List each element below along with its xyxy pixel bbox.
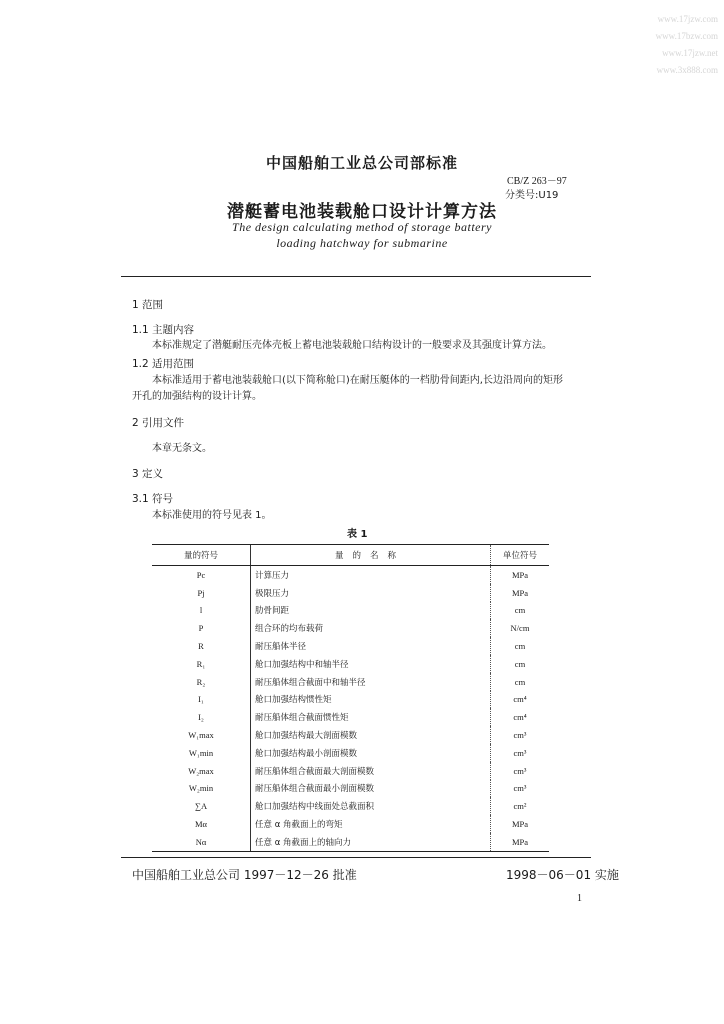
section-3-heading: 3 定义 — [132, 468, 164, 480]
page-number: 1 — [577, 893, 582, 904]
symbol-cell: Mα — [194, 819, 207, 830]
table-row — [152, 602, 549, 620]
footer-divider — [121, 857, 591, 858]
effective-date-line: 1998－06－01 实施 — [506, 868, 619, 882]
quantity-name-cell: 耐压船体组合截面最大剖面模数 — [251, 762, 491, 780]
table-row — [152, 815, 549, 833]
symbol-cell: W₁min — [188, 747, 214, 758]
quantity-name-cell: 舱口加强结构中线面处总截面积 — [251, 797, 491, 815]
classification-number: 分类号:U19 — [505, 190, 559, 201]
column-header-name: 量的名称 — [251, 545, 491, 566]
quantity-name-cell: 耐压船体组合截面惯性矩 — [251, 708, 491, 726]
standard-number: CB/Z 263－97 — [507, 176, 567, 187]
document-title-cn: 潜艇蓄电池装载舱口设计计算方法 — [227, 202, 497, 222]
table-row — [152, 797, 549, 815]
quantity-name-cell: 耐压船体半径 — [251, 637, 491, 655]
watermark-line: www.3x888.com — [656, 65, 718, 75]
header-divider — [121, 276, 591, 277]
symbol-cell: W₂max — [188, 765, 214, 776]
section-3-1-heading: 3.1 符号 — [132, 493, 174, 505]
watermark-line: www.17jzw.com — [657, 14, 718, 24]
unit-cell: N/cm — [491, 619, 550, 637]
unit-cell: cm — [491, 602, 550, 620]
document-title-en-line1: The design calculating method of storage battery — [232, 220, 492, 234]
unit-cell: cm — [491, 637, 550, 655]
quantity-name-cell: 舱口加强结构惯性矩 — [251, 691, 491, 709]
symbol-table — [152, 544, 549, 852]
quantity-name-cell: 舱口加强结构最小剖面模数 — [251, 744, 491, 762]
unit-cell: cm² — [491, 797, 550, 815]
symbol-cell: l — [199, 605, 203, 616]
unit-cell: cm⁴ — [491, 691, 550, 709]
symbol-cell: W₂min — [188, 783, 214, 794]
section-2-text: 本章无条文。 — [152, 443, 212, 454]
unit-cell: cm³ — [491, 744, 550, 762]
unit-cell: MPa — [491, 566, 550, 584]
unit-cell: cm⁴ — [491, 708, 550, 726]
symbol-cell: R — [198, 641, 204, 652]
quantity-name-cell: 耐压船体组合截面最小剖面模数 — [251, 780, 491, 798]
table-row — [152, 655, 549, 673]
issuing-organization: 中国船舶工业总公司部标准 — [265, 154, 458, 172]
section-2-heading: 2 引用文件 — [132, 417, 185, 429]
symbol-cell: ∑A — [194, 801, 208, 812]
watermark-line: www.17bzw.com — [655, 31, 718, 41]
quantity-name-cell: 舱口加强结构最大剖面模数 — [251, 726, 491, 744]
approval-line: 中国船舶工业总公司 1997－12－26 批准 — [132, 868, 357, 882]
table-header-row — [152, 545, 549, 566]
table-row — [152, 673, 549, 691]
symbol-cell: W₁max — [188, 730, 214, 741]
unit-cell: MPa — [491, 815, 550, 833]
section-1-1-heading: 1.1 主题内容 — [132, 324, 195, 336]
quantity-name-cell: 组合环的均布载荷 — [251, 619, 491, 637]
quantity-name-cell: 耐压船体组合截面中和轴半径 — [251, 673, 491, 691]
section-1-2-text-cont: 开孔的加强结构的设计计算。 — [132, 391, 262, 402]
symbol-cell: I₂ — [198, 712, 204, 723]
unit-cell: cm³ — [491, 762, 550, 780]
symbol-cell: P — [198, 623, 204, 634]
quantity-name-cell: 任意 α 角截面上的轴向力 — [251, 833, 491, 851]
document-title-en-line2: loading hatchway for submarine — [276, 236, 448, 250]
table-row — [152, 708, 549, 726]
symbol-cell: I₁ — [198, 694, 204, 705]
section-1-2-text: 本标准适用于蓄电池装载舱口(以下简称舱口)在耐压艇体的一档肋骨间距内,长边沿周向的矩形 — [152, 375, 563, 386]
unit-cell: MPa — [491, 833, 550, 851]
table-row — [152, 584, 549, 602]
table-caption: 表 1 — [347, 529, 368, 540]
table-row — [152, 619, 549, 637]
column-header-unit: 单位符号 — [491, 545, 550, 566]
section-1-2-heading: 1.2 适用范围 — [132, 358, 195, 370]
section-1-1-text: 本标准规定了潜艇耐压壳体壳板上蓄电池装载舱口结构设计的一般要求及其强度计算方法。 — [152, 340, 552, 351]
table-row — [152, 726, 549, 744]
symbol-cell: Pc — [196, 569, 206, 580]
table-row — [152, 637, 549, 655]
unit-cell: cm³ — [491, 726, 550, 744]
table-row — [152, 744, 549, 762]
table-row — [152, 566, 549, 584]
symbol-cell: Nα — [152, 833, 251, 851]
table-row — [152, 762, 549, 780]
table-row — [152, 780, 549, 798]
table-row — [152, 833, 549, 851]
quantity-name-cell: 舱口加强结构中和轴半径 — [251, 655, 491, 673]
section-1-heading: 1 范围 — [132, 299, 164, 311]
quantity-name-cell: 计算压力 — [251, 566, 491, 584]
unit-cell: MPa — [491, 584, 550, 602]
watermark-line: www.17jzw.net — [662, 48, 718, 58]
quantity-name-cell: 任意 α 角截面上的弯矩 — [251, 815, 491, 833]
unit-cell: cm — [491, 655, 550, 673]
unit-cell: cm³ — [491, 780, 550, 798]
section-3-1-text: 本标准使用的符号见表 1。 — [152, 510, 272, 521]
column-header-symbol: 量的符号 — [152, 545, 251, 566]
symbol-cell: Pj — [197, 587, 205, 598]
quantity-name-cell: 极限压力 — [251, 584, 491, 602]
unit-cell: cm — [491, 673, 550, 691]
quantity-name-cell: 肋骨间距 — [251, 602, 491, 620]
symbol-cell: R₂ — [196, 676, 206, 687]
symbol-cell: R₁ — [196, 658, 206, 669]
table-row — [152, 691, 549, 709]
